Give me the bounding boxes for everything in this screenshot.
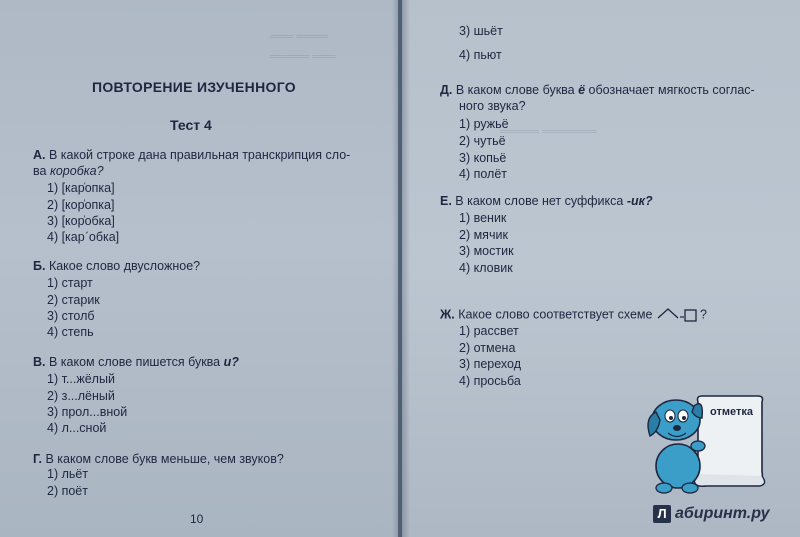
word-scheme-icon [656, 306, 700, 324]
question-g [33, 452, 284, 467]
answer-option[interactable]: 2) чутьё [459, 134, 506, 148]
question-emphasis: и? [223, 355, 239, 369]
answer-option[interactable]: 2) [кор̍опка] [47, 198, 115, 212]
answer-option[interactable]: 2) отмена [459, 341, 516, 355]
question-text: В каком слове нет суффикса [455, 194, 627, 208]
answer-option[interactable]: 3) [кор̍обка] [47, 214, 115, 228]
question-text: В каком слове букв меньше, чем звуков? [45, 452, 284, 466]
question-letter: Б. [33, 259, 46, 273]
answer-option[interactable]: 1) льёт [47, 467, 89, 481]
question-text: обозначает мягкость соглас- [585, 83, 755, 97]
labirint-logo-icon: Л [653, 505, 671, 523]
question-e [440, 194, 653, 209]
question-d [440, 83, 755, 98]
answer-option[interactable]: 2) старик [47, 293, 100, 307]
answer-option[interactable]: 1) веник [459, 211, 507, 225]
answer-option[interactable]: 3) переход [459, 357, 522, 371]
watermark-text: абиринт.ру [675, 505, 770, 522]
answer-option[interactable]: 1) ружьё [459, 117, 509, 131]
answer-option[interactable]: 3) мостик [459, 244, 514, 258]
answer-option[interactable]: 4) [карˊобка] [47, 230, 120, 244]
question-letter: Д. [440, 83, 453, 97]
page-number: 10 [190, 512, 204, 526]
answer-option[interactable]: 2) мячик [459, 228, 508, 242]
question-emphasis: коробка? [49, 164, 104, 178]
question-v [33, 355, 239, 370]
question-zh [440, 306, 707, 324]
question-text: ? [699, 307, 707, 322]
question-emphasis: ё [578, 83, 586, 97]
mark-label: отметка [710, 406, 753, 418]
answer-option[interactable]: 4) пьют [459, 48, 502, 62]
question-letter: Г. [33, 452, 42, 466]
question-letter: Е. [440, 194, 452, 208]
question-text: Какое слово двусложное? [48, 259, 201, 273]
bleed-through: ═════ ═══════ [500, 126, 597, 138]
question-a [33, 148, 350, 163]
answer-option[interactable]: 1) старт [47, 276, 93, 290]
answer-option[interactable]: 1) рассвет [459, 324, 519, 338]
section-heading: ПОВТОРЕНИЕ ИЗУЧЕННОГО [92, 79, 296, 95]
test-title: Тест 4 [170, 117, 212, 133]
answer-option[interactable]: 3) столб [47, 309, 95, 323]
answer-option[interactable]: 2) поёт [47, 484, 88, 498]
question-text: В каком слове буква [455, 83, 579, 97]
question-letter: В. [33, 355, 46, 369]
answer-option[interactable]: 4) степь [47, 325, 94, 339]
question-text: ва [33, 164, 50, 178]
answer-option[interactable]: 3) прол...вной [47, 405, 128, 419]
dog-mascot-icon [640, 388, 775, 500]
question-text: В какой строке дана правильная транскрипция сло- [48, 148, 351, 162]
answer-option[interactable]: 3) шьёт [459, 24, 503, 38]
question-b [33, 259, 200, 274]
book-gutter [392, 0, 410, 537]
question-text: В каком слове пишется буква [48, 355, 224, 369]
answer-option[interactable]: 1) [кар̍опка] [47, 181, 115, 195]
answer-option[interactable]: 2) з...лёный [47, 389, 115, 403]
question-letter: Ж. [440, 307, 455, 322]
bleed-through: ═══ ════ [270, 31, 328, 43]
question-letter: А. [33, 148, 46, 162]
question-a-line2 [33, 164, 104, 179]
answer-option[interactable]: 4) кловик [459, 261, 513, 275]
answer-option[interactable]: 3) копьё [459, 151, 507, 165]
answer-option[interactable]: 4) л...сной [47, 421, 107, 435]
answer-option[interactable]: 1) т...жёлый [47, 372, 115, 386]
question-d-line2: ного звука? [459, 99, 526, 113]
bleed-through: ═════ ═══ [270, 51, 336, 63]
question-emphasis: -ик? [626, 194, 653, 208]
answer-option[interactable]: 4) просьба [459, 374, 521, 388]
question-text: Какое слово соответствует схеме [458, 307, 653, 322]
answer-option[interactable]: 4) полёт [459, 167, 508, 181]
